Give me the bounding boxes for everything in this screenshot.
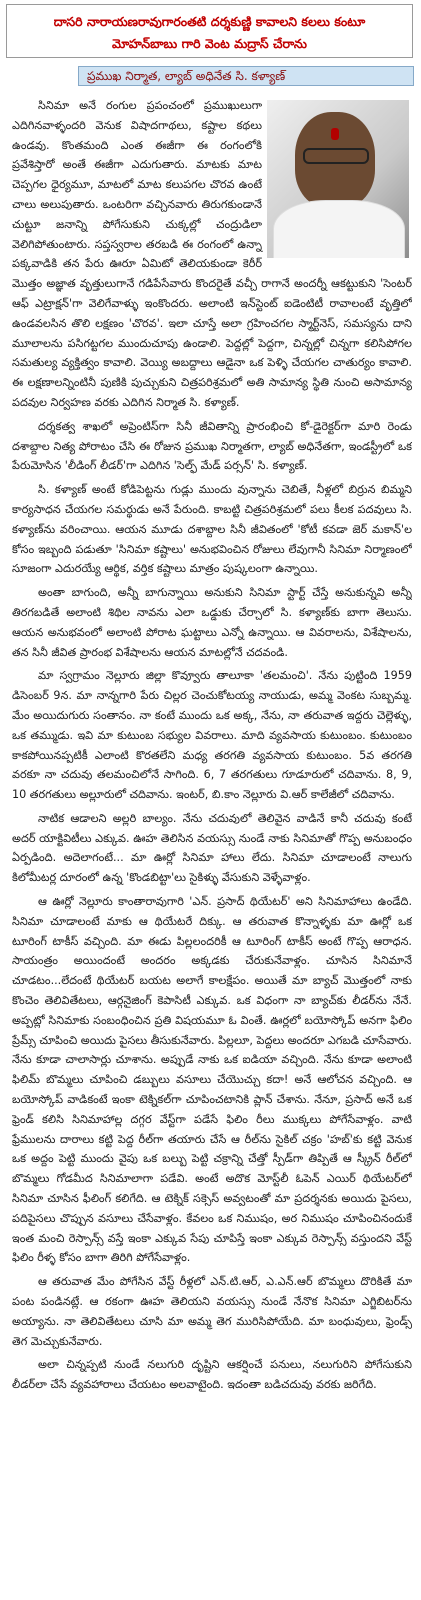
article-body xyxy=(12,96,412,1592)
article-paragraph-4: అంతా బాగుంది, అన్నీ బాగున్నాయి అనుకుని సినిమా స్టార్ట్ చేస్తే అనుకున్నవి అన్నీ తిరగబడితే అలాంటి శిథిల నావను ఎలా ఒడ్డుకు చేర్చాలో సి. కళ్యాణ్‌కు బాగా తెలుసు. ఆయన అనుభవంలో అలాంటి పోరాట ఘట్టాలు ఎన్నో ఉన్నాయి. ఆ వివరాలను, విశేషాలను, తన సినీ జీవిత ప్రారంభ విశేషాలను ఆయన మాటల్లోనే చదవండి. xyxy=(12,586,412,659)
subhead-byline: ప్రముఖ నిర్మాత, ల్యాబ్ అధినేత సి. కళ్యాణ్ xyxy=(78,66,414,86)
headline-line-1: దాసరి నారాయణరావుగారంతటి దర్శకుణ్ణి కావాలని కలలు కంటూ xyxy=(53,14,366,29)
article-paragraph-8: ఆ తరువాత మేం పోగేసిన వేస్ట్ రీళ్లలో ఎన్.టి.ఆర్, ఎ.ఎన్.ఆర్ బొమ్మలు దొరికితే మా పంట పండినట్లే. ఆ రకంగా ఊహ తెలియని వయస్సు నుండే నేనొక సినిమా ఎగ్జిబిటర్‌ను అయ్యాను. నా తెలివితేటలు చూసి మా అమ్మ తెగ మురిసిపోయేది. మా బంధువులు, ఫ్రెండ్స్ తెగ మెచ్చుకునేవారు. xyxy=(12,1275,412,1348)
article-paragraph-1: సినిమా అనే రంగుల ప్రపంచంలో ప్రముఖులుగా ఎదిగినవాళ్ళందరి వెనుక విషాదగాథలు, కష్టాల కథలు ఉండవు. కొంతమంది ఎంత ఈజీగా ఈ రంగంలోకి ప్రవేశిస్తారో అంతే ఈజీగా ఎదుగుతారు. మాటకు మాట చెప్పగల ధైర్యమూ, మాటలో మాట కలుపగల చొరవ ఉంటే చాలు అలుపుతారు. ఒంటరిగా వచ్చినవారు తిరుగకుండానే చుట్టూ జనాన్ని పోగేసుకుని చుక్కల్లో చంద్రుడిలా వెలిగిపోతుంటారు. సప్తస్వరాల తరబడి ఈ రంగంలో ఉన్నా పక్కవాడికి తన పేరు ఊరూ ఏమిటో తెలియకుండా కెరీర్ మొత్తం అజ్ఞాత వృత్తులుగానే గడిపేసేవారు కొందరైతే వచ్చీ రాగానే అందర్నీ ఆకట్టుకుని 'సెంటర్ ఆఫ్ ఎట్రాక్షన్'గా వెలిగేవాళ్ళు ఇంకొందరు. అలాంటి ఇన్‌స్టెంట్ ఐడెంటిటీ రావాలంటే వృత్తిలో ఉండవలసిన తొలి లక్షణం 'చొరవ'. ఇలా చూస్తే అలా గ్రహించగల స్మార్ట్‌నెస్, సమస్యను దాని మూలాలను పసిగట్టగల ముందుచూపు ఉండాలి. పెద్దల్లో పెద్దగా, చిన్నల్లో చిన్నగా కలిసిపోగల సమతుల్య వ్యక్తిత్వం కావాలి. వెయ్యి అబద్దాలు ఆడైనా ఒక పెళ్ళి చేయగల చాతుర్యం కావాలి. ఈ లక్షణాలన్నింటినీ పుణికి పుచ్చుకుని చిత్రపరిశ్రమలో అతి సామాన్య స్థితి నుంచి అసామాన్య పదవుల నిర్వహణ వరకు ఎదిగిన నిర్మాత సి. కళ్యాణ్. xyxy=(12,99,412,409)
article-paragraph-6: నాటిక ఆడాలని అల్లరి బాల్యం. నేను చదువులో తెలివైన వాడినే కానీ చదువు కంటే అదర్ యాక్టివిటీలు ఎక్కువ. ఊహ తెలిసిన వయస్సు నుండే నాకు సినిమాతో గొప్ప అనుబంధం ఏర్పడింది. అదెలాగంటే... మా ఊర్లో సినిమా హాలు లేదు. సినిమా చూడాలంటే నాలుగు కిలోమీటర్ల దూరంలో ఉన్న 'కొండబిట్టా'లు సైకిళ్ళు వేసుకుని వెళ్ళేవాళ్లం. xyxy=(12,811,412,885)
article-paragraph-7: ఆ ఊర్లో నెల్లూరు కాంతారావుగారి 'ఎన్. ప్రసాద్ థియేటర్' అని సినిమాహాలు ఉండేది. సినిమా చూడాలంటే మాకు ఆ థియేటరే దిక్కు. ఆ తరువాత కొన్నాళ్ళకు మా ఊర్లో ఒక టూరింగ్ టాకీస్ వచ్చింది. మా ఈడు పిల్లలందరికీ ఆ టూరింగ్ టాకీస్ అంటే గొప్ప ఆరాధన. సాయంత్రం అయిందంటే అందరం అక్కడకు చేరుకునేవాళ్లం. చూసిన సినిమానే చూడటం...లేదంటే థియేటర్ బయట అలాగే కాలక్షేపం. అయితే మా బ్యాచ్ మొత్తంలో నాకు కొంచెం తెలివితేటలు, ఆర్గనైజింగ్ కెపాసిటీ ఎక్కువ. ఒక విధంగా నా బ్యాచ్‌కు లీడర్‌ను నేనే. అప్పట్లో సినిమాకు సంబంధించిన ప్రతి విషయమూ ఓ వింతే. ఊర్లలో బయోస్కోప్ అనగా ఫిలిం ప్రేమ్స్ చూపించి అయిదు పైసలు తీసుకునేవారు. పిల్లలూ, పెద్దలు అందరూ ఎగబడి చూసేవారు. నేను కూడా చాలాసార్లు చూశాను. అప్పుడే నాకు ఒక ఐడియా వచ్చింది. నేను కూడా అలాంటి ఫిలిమ్ బొమ్మలు చూపించి డబ్బులు వసూలు చేయొచ్చు కదా! అనే ఆలోచన వచ్చింది. ఆ బయోస్కోప్ వాడికంటే ఇంకా టెక్నికల్‌గా చూపించటానికి ప్లాన్ చేశాను. నేనూ, ప్రసాద్ అనే ఒక ఫ్రెండ్ కలిసి సినిమాహాల్ల దగ్గర వేస్ట్‌గా పడేసే ఫిలిం రీలు ముక్కలు పోగేసేవాళ్లం. వాటి ఫ్రేములను దారాలు కట్టి పెద్ద రీల్‌గా తయారు చేసే ఆ రీల్‌ను సైకిల్ చక్రం 'హబ్'కు కట్టి వెనుక ఒక అద్దం పెట్టి ముందు వైపు ఒక బల్బు పెట్టి చక్రాన్ని చేత్తో స్పీడ్‌గా తిప్పితే ఆ స్క్రీన్ రీల్‌లో బొమ్మలు గోడమీద సినిమాలాగా పడేవి. అంటే అదొక మోస్ట్‌లీ ఓపెన్ ఎయిర్ థియేటర్‌లో సినిమా చూసిన ఫీలింగ్ కలిగేది. ఆ టెక్నిక్ సక్సెస్ అవ్వటంతో మా ప్రదర్శనకు అయిదు పైసలు, పదిపైసలు చొప్పున వసూలు చేసేవాళ్లం. కేవలం ఒక నిముషం, అర నిముషం చూపించినందుకే ఇంత మంచి రెస్పాన్స్ వస్తే ఇంకా ఎక్కువ సేపు చూపిస్తే ఇంకా ఎక్కువ రెస్పాన్స్ వస్తుందని వేస్ట్ ఫిలిం రీళ్ళ కోసం బాగా తిరిగి పోగేసేవాళ్లం. xyxy=(12,895,412,1265)
headline-box xyxy=(6,4,413,58)
article-paragraph-3: సి. కళ్యాణ్ అంటే కోడిపెట్టను గుడ్లు ముందు వున్నాను చెబితే, నీళ్లలో బిర్రున బిమ్మని కార్యసాధన చేయగల సమర్థుడు అనే పేరుంది. కాబట్టి చిత్రపరిశ్రమలో పలు కీలక పదవులు సి. కళ్యాణ్‌ను వరించాయి. ఆయన మూడు దశాబ్దాల సినీ జీవితంలో 'కోటీ కవడా జెర్ మకాన్'ల కోసం ఇబ్బంది పడుతూ 'సినిమా కష్టాలు' అనుభవించిన రోజులు లేవుగానీ సినిమా నిర్మాణంలో సూజంగా ఎదురయ్యే ఆర్థిక, వర్తిక కష్టాలు మాత్రం పుష్కలంగా ఉన్నాయి. xyxy=(12,483,412,576)
article-paragraph-5: మా స్వగ్రామం నెల్లూరు జిల్లా కొవ్వూరు తాలూకా 'తలమంచి'. నేను పుట్టింది 1959 డిసెంబర్ 9న. మా నాన్నగారి పేరు చిల్లర చెంచుకోటయ్య నాయుడు, అమ్మ వెంకట సుబ్బమ్మ. మేం అయిదుగురు సంతానం. నా కంటే ముందు ఒక అక్క, నేను, నా తరువాత ఇద్దరు చెల్లెళ్ళు, ఒక తమ్ముడు. ఇవి మా కుటుంబ సభ్యుల వివరాలు. మాది వ్యవసాయ కుటుంబం. కుటుంబం కాకపోయినప్పటికీ ఎలాంటి కొరతలేని మధ్య తరగతి వ్యవసాయ కుటుంబం. 5వ తరగతి వరకూ నా చదువు తలమంచిలోనే సాగింది. 6, 7 తరగతులు గూడూరులో చదివాను. 8, 9, 10 తరగతులు అల్లూరులో చదివాను. ఇంటర్, బి.కాం నెల్లూరు వి.ఆర్ కాలేజీలో చదివాను. xyxy=(12,669,412,802)
photo-spacer xyxy=(262,96,412,264)
article-paragraph-9: అలా చిన్నప్పటి నుండే నలుగురి దృష్టిని ఆకర్షించే పనులు, నలుగురిని పోగేసుకుని లీడర్‌లా చేసే వ్యవహారాలు చేయటం అలవాటైంది. ఇదంతా బడిచదువు వరకు జరిగేది. xyxy=(12,1358,412,1392)
headline-line-2: మోహన్‌బాబు గారి వెంట మద్రాస్ చేరాను xyxy=(112,36,307,51)
article-paragraph-2: దర్శకత్వ శాఖలో అప్రెంటిస్‌గా సినీ జీవితాన్ని ప్రారంభించి కో-డైరెక్టర్‌గా మారి రెండు దశాబ్దాల నిత్య పోరాటం చేసి ఈ రోజున ప్రముఖ నిర్మాతగా, ల్యాబ్ అధినేతగా, ఇండస్ట్రీలో ఒక పేరుమోసిన 'లీడింగ్ లీడర్'గా ఎదిగిన 'సెల్ఫ్ మేడ్ పర్సన్' సి. కళ్యాణ్. xyxy=(12,419,412,473)
